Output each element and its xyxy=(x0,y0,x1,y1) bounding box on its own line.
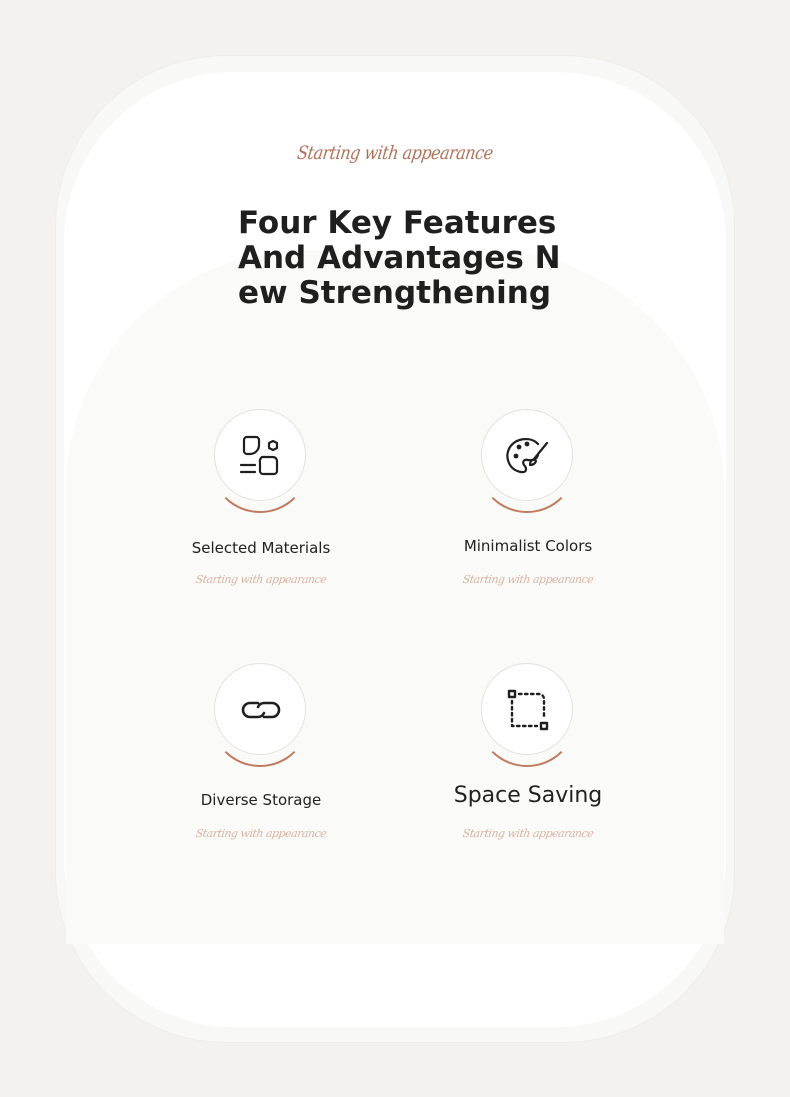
space-icon xyxy=(505,687,551,733)
feature-label: Space Saving xyxy=(453,783,603,808)
feature-label: Minimalist Colors xyxy=(463,537,593,555)
feature-diverse-storage xyxy=(131,663,391,853)
feature-tagline: Starting with appearance xyxy=(194,573,328,586)
palette-icon xyxy=(505,433,551,479)
feature-label: Selected Materials xyxy=(191,539,331,557)
icon-badge xyxy=(481,663,573,755)
feature-tagline: Starting with appearance xyxy=(194,827,328,840)
link-icon xyxy=(238,687,284,733)
icon-badge xyxy=(214,663,306,755)
tagline: Starting with appearance xyxy=(295,141,495,164)
feature-tagline: Starting with appearance xyxy=(461,827,595,840)
feature-space-saving xyxy=(398,663,658,853)
page-title: Four Key Features And Advantages New Strengthening xyxy=(238,205,561,311)
icon-badge xyxy=(214,409,306,501)
icon-badge xyxy=(481,409,573,501)
materials-icon xyxy=(238,433,284,479)
feature-label: Diverse Storage xyxy=(200,791,322,809)
feature-minimalist-colors xyxy=(398,409,658,599)
feature-tagline: Starting with appearance xyxy=(461,573,595,586)
feature-selected-materials xyxy=(131,409,391,599)
